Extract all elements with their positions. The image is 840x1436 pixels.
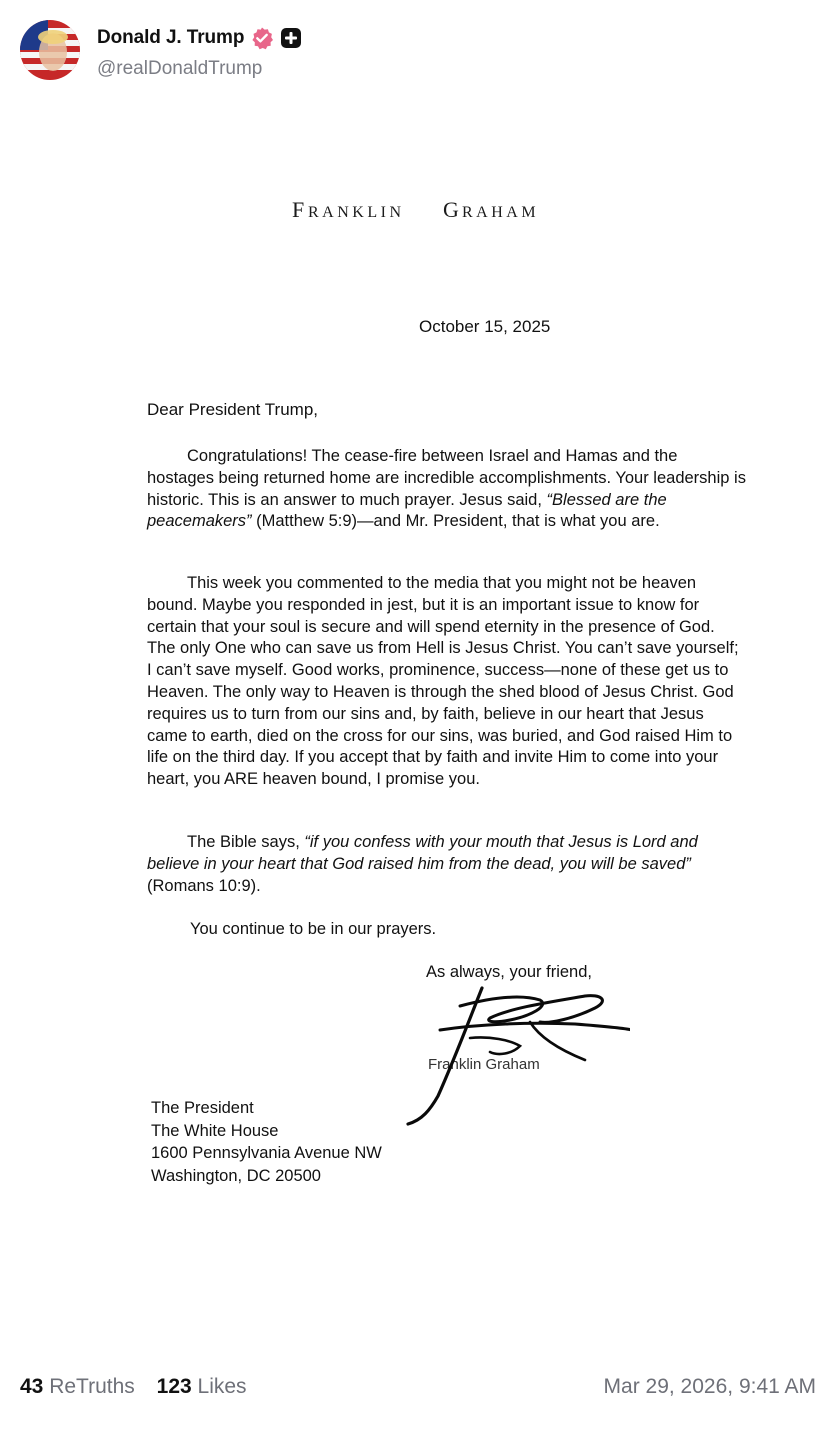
retruths-count: 43: [20, 1375, 44, 1398]
closing: As always, your friend,: [426, 963, 592, 981]
paragraph-1-text-a: Congratulations! The cease-fire between Israel and Hamas and the hostages being returned home are incredible accomplishments. Your leadership is historic. This is an answer to much prayer. Jesus said,: [147, 447, 746, 509]
verified-badge-icon: [250, 26, 274, 50]
paragraph-2: This week you commented to the media that you might not be heaven bound. Maybe you responded in jest, but it is an important issue to know for certain that your soul is secure and will spend eternity in the presence of God. The only One who can save us from Hell is Jesus Christ. You can’t save yourself; I can’t save myself. Good works, prominence, success—none of these get us to Heaven. The only way to Heaven is through the shed blood of Jesus Christ. God requires us to turn from our sins and, by faith, believe in our heart that Jesus came to earth, died on the cross for our sins, was buried, and God raised Him to life on the third day. If you accept that by faith and invite Him to come into your heart, you ARE heaven bound, I promise you.: [147, 574, 739, 789]
retruths-stat[interactable]: [20, 1375, 157, 1398]
likes-label: Likes: [197, 1375, 247, 1398]
retruths-label: ReTruths: [49, 1375, 135, 1398]
plus-badge-icon: [280, 27, 302, 49]
author-name-row: [97, 26, 302, 50]
author-handle[interactable]: @realDonaldTrump: [97, 58, 263, 79]
paragraph-3-quote: “if you confess with your mouth that Jesus is Lord and believe in your heart that God raised him from the dead, you will be saved”: [147, 833, 698, 873]
paragraph-1-quote: “Blessed are the peacemakers”: [147, 490, 667, 531]
address-line-2: The White House: [151, 1121, 279, 1140]
avatar[interactable]: [20, 20, 80, 80]
letter-date: October 15, 2025: [419, 317, 551, 336]
likes-stat[interactable]: [157, 1375, 263, 1398]
paragraph-3: [147, 832, 747, 897]
post-footer: [20, 1375, 820, 1405]
post-timestamp[interactable]: Mar 29, 2026, 9:41 AM: [603, 1375, 816, 1398]
salutation: Dear President Trump,: [147, 400, 319, 419]
letterhead-wordmark: [290, 195, 580, 225]
signature-drawing: [400, 978, 630, 1128]
printed-name: Franklin Graham: [428, 1056, 540, 1073]
svg-text:RAHAM: RAHAM: [462, 204, 540, 221]
paragraph-1: [147, 446, 747, 533]
letterhead: [290, 195, 580, 231]
address-line-3: 1600 Pennsylvania Avenue NW: [151, 1144, 382, 1162]
paragraph-3-text-a: The Bible says,: [187, 833, 305, 851]
svg-text:F: F: [292, 197, 308, 222]
post-header: [20, 20, 820, 82]
paragraph-3-text-b: (Romans 10:9).: [147, 876, 261, 895]
letter-image[interactable]: [40, 150, 800, 1330]
paragraph-1-text-b: (Matthew 5:9)—and Mr. President, that is what you are.: [251, 512, 660, 531]
recipient-address: [151, 1097, 382, 1187]
address-line-1: The President: [151, 1099, 254, 1117]
likes-count: 123: [156, 1375, 192, 1398]
paragraph-4: You continue to be in our prayers.: [190, 920, 437, 938]
svg-text:RANKLIN: RANKLIN: [308, 204, 405, 221]
author-display-name[interactable]: Donald J. Trump: [97, 27, 245, 48]
svg-text:G: G: [443, 197, 462, 222]
address-line-4: Washington, DC 20500: [151, 1166, 321, 1185]
